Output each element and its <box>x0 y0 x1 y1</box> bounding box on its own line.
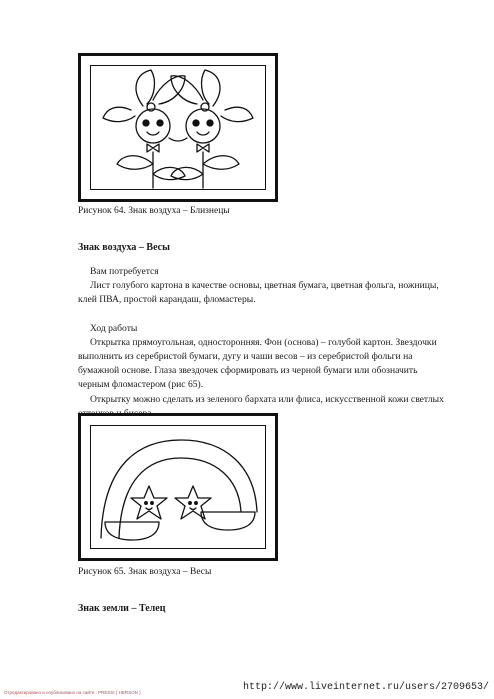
section-heading-taurus: Знак земли – Телец <box>78 603 166 614</box>
figure-gemini-caption: Рисунок 64. Знак воздуха – Близнецы <box>78 206 230 216</box>
gemini-twin-flowers-icon <box>91 66 265 189</box>
figure-libra-caption: Рисунок 65. Знак воздуха – Весы <box>78 567 212 577</box>
libra-arc-stars-icon <box>91 426 265 548</box>
footer-url-link[interactable]: http://www.liveinternet.ru/users/2709653/ <box>243 682 490 693</box>
work-title: Ход работы <box>90 322 138 334</box>
needs-title: Вам потребуется <box>90 266 159 277</box>
footer-credit: Отредактировано и опубликовано на сайте : PRESSI ( HERSON ) <box>4 690 141 695</box>
section-body-libra <box>78 265 446 421</box>
figure-gemini <box>78 53 278 202</box>
work-paragraph-2: Открытку можно сделать из зеленого бархата или флиса, искусственной кожи светлых <box>90 393 444 405</box>
figure-libra <box>78 413 278 561</box>
work-paragraph-1: Открытка прямоугольная, односторонняя. Фон (основа) – голубой картон. Звездочки выполнить из серебристой бумаги, дугу и чаши весов – из серебристой фольги на бумажной основе. Глаза звездочек сформировать из черной бумаги или обозначить черным фломастером (рис 65). <box>78 336 437 391</box>
section-heading-libra: Знак воздуха – Весы <box>78 242 170 253</box>
needs-text: Лист голубого картона в качестве основы, цветная бумага, цветная фольга, ножницы, клей ПВА, простой карандаш, фломастеры. <box>78 280 439 306</box>
